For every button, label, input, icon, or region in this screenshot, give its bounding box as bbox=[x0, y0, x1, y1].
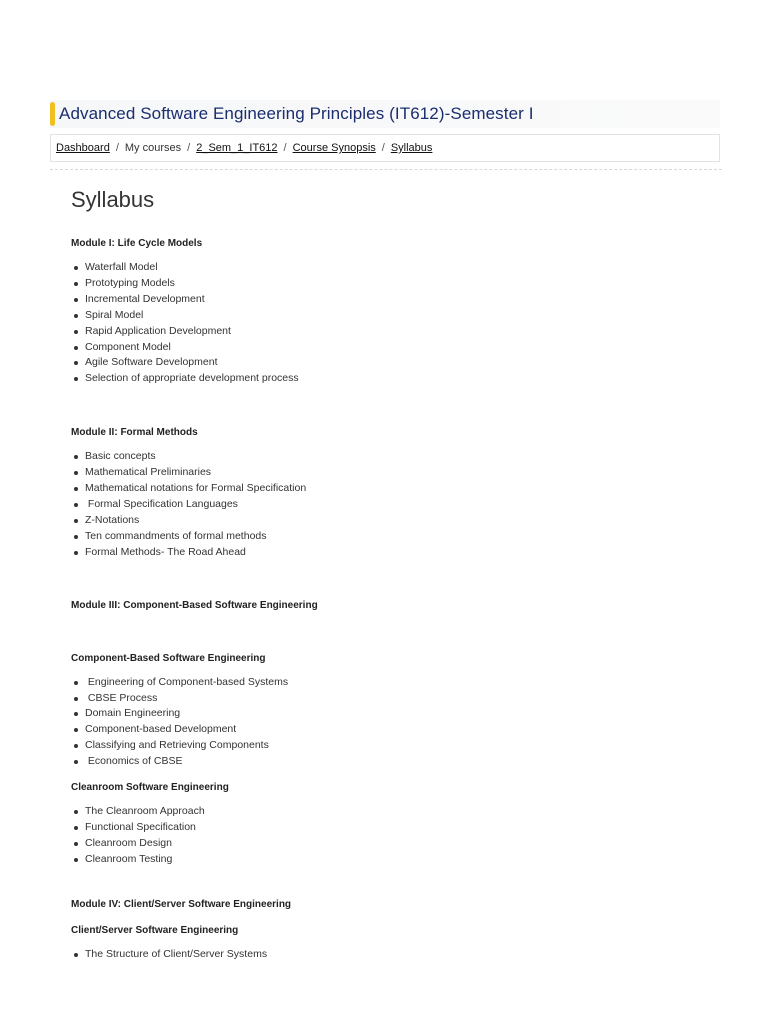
list-item: Waterfall Model bbox=[71, 260, 711, 276]
divider bbox=[50, 169, 722, 170]
module-3-sub-1-list bbox=[71, 675, 711, 770]
module-1-title: Life Cycle Models bbox=[117, 238, 203, 249]
module-4-heading: Module IV: Client/Server Software Engineering bbox=[71, 898, 292, 910]
list-item: Mathematical Preliminaries bbox=[71, 465, 711, 481]
list-item: Cleanroom Design bbox=[71, 836, 711, 852]
list-item: Mathematical notations for Formal Specification bbox=[71, 481, 711, 497]
list-item: Economics of CBSE bbox=[71, 754, 711, 770]
list-item: Agile Software Development bbox=[71, 355, 711, 371]
module-3-heading: Module III: Component-Based Software Engineering bbox=[71, 599, 318, 611]
breadcrumb bbox=[50, 134, 720, 162]
breadcrumb-separator: / bbox=[381, 142, 385, 154]
list-item: Z-Notations bbox=[71, 513, 711, 529]
breadcrumb-separator: / bbox=[187, 142, 191, 154]
module-1-heading bbox=[71, 236, 711, 252]
list-item: The Structure of Client/Server Systems bbox=[71, 947, 711, 963]
list-item: Component-based Development bbox=[71, 722, 711, 738]
breadcrumb-course-synopsis[interactable]: Course Synopsis bbox=[292, 142, 376, 154]
list-item: Classifying and Retrieving Components bbox=[71, 738, 711, 754]
list-item: Incremental Development bbox=[71, 292, 711, 308]
list-item: The Cleanroom Approach bbox=[71, 804, 711, 820]
syllabus-content bbox=[71, 184, 711, 963]
module-3-sub-2-list bbox=[71, 804, 711, 868]
module-3-sub-2-heading: Cleanroom Software Engineering bbox=[71, 782, 229, 794]
module-1-list bbox=[71, 260, 711, 387]
list-item: Formal Specification Languages bbox=[71, 497, 711, 513]
list-item: Engineering of Component-based Systems bbox=[71, 675, 711, 691]
module-2-heading: Module II: Formal Methods bbox=[71, 427, 198, 439]
module-4-sub-1-list bbox=[71, 947, 711, 963]
course-title: Advanced Software Engineering Principles (IT612)-Semester I bbox=[59, 104, 534, 123]
list-item: Functional Specification bbox=[71, 820, 711, 836]
course-header bbox=[50, 100, 720, 128]
module-1-prefix: Module I: bbox=[71, 238, 118, 249]
page-title: Syllabus bbox=[71, 187, 155, 212]
list-item: Formal Methods- The Road Ahead bbox=[71, 545, 711, 561]
module-4-sub-1-heading: Client/Server Software Engineering bbox=[71, 924, 239, 936]
breadcrumb-my-courses: My courses bbox=[124, 142, 182, 154]
module-2-list bbox=[71, 449, 711, 560]
list-item: Selection of appropriate development process bbox=[71, 371, 711, 387]
breadcrumb-dashboard[interactable]: Dashboard bbox=[56, 142, 110, 154]
list-item: Basic concepts bbox=[71, 449, 711, 465]
list-item: Domain Engineering bbox=[71, 706, 711, 722]
list-item: Spiral Model bbox=[71, 308, 711, 324]
breadcrumb-course[interactable]: 2_Sem_1_IT612 bbox=[196, 142, 278, 154]
list-item: Cleanroom Testing bbox=[71, 852, 711, 868]
breadcrumb-separator: / bbox=[115, 142, 119, 154]
list-item: Prototyping Models bbox=[71, 276, 711, 292]
list-item: Rapid Application Development bbox=[71, 324, 711, 340]
breadcrumb-separator: / bbox=[283, 142, 287, 154]
module-3-sub-1-heading: Component-Based Software Engineering bbox=[71, 652, 266, 664]
list-item: Ten commandments of formal methods bbox=[71, 529, 711, 545]
breadcrumb-syllabus[interactable]: Syllabus bbox=[390, 142, 433, 154]
list-item: CBSE Process bbox=[71, 691, 711, 707]
list-item: Component Model bbox=[71, 340, 711, 356]
header-accent-bar bbox=[50, 102, 55, 126]
